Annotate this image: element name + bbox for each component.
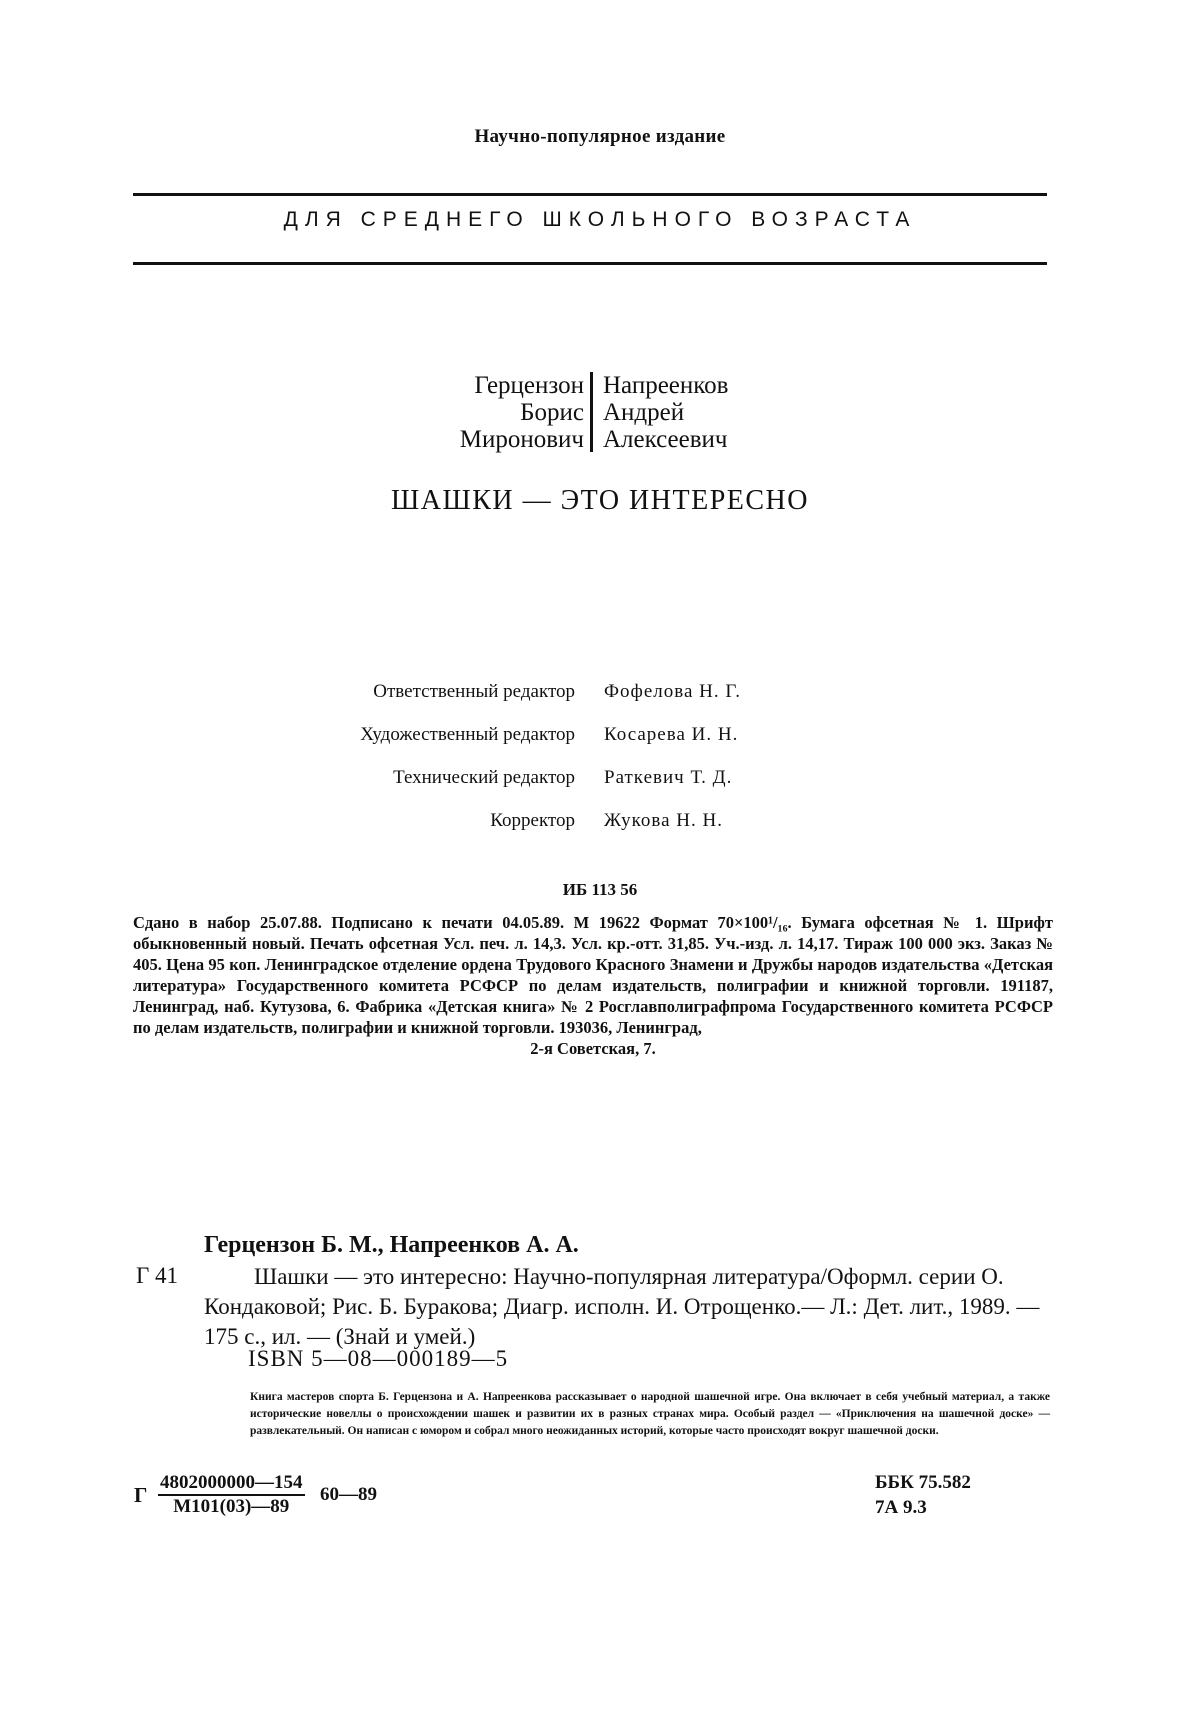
credit-role: Ответственный редактор <box>373 681 575 702</box>
edition-type: Научно-популярное издание <box>474 126 726 147</box>
credit-role: Технический редактор <box>393 767 575 788</box>
bib-description: Шашки — это интересно: Научно-популярная литература/Оформл. серии О. Кондаковой; Рис. Б. Буракова; Диагр. исполн. И. Отрощенко.— Л.: Дет. лит., 1989. — 175 с., ил. — (Знай и умей.) <box>204 1264 1040 1349</box>
credit-row <box>0 810 1200 850</box>
catalog-numerator: 4802000000—154 <box>158 1472 305 1496</box>
authors-block <box>0 372 1200 472</box>
bbk-block <box>875 1470 971 1520</box>
catalog-denominator: М101(03)—89 <box>173 1496 290 1517</box>
credit-row <box>0 724 1200 764</box>
bbk-line: 7А 9.3 <box>875 1497 927 1518</box>
author-first <box>460 372 584 453</box>
catalog-suffix: 60—89 <box>320 1484 377 1505</box>
ib-number: ИБ 113 56 <box>562 880 638 899</box>
credit-row <box>0 681 1200 721</box>
author-second-name: Андрей <box>603 399 685 426</box>
credit-role: Художественный редактор <box>360 724 575 745</box>
credit-role: Корректор <box>490 810 575 831</box>
series-band: ДЛЯ СРЕДНЕГО ШКОЛЬНОГО ВОЗРАСТА <box>283 208 917 231</box>
book-title: ШАШКИ — ЭТО ИНТЕРЕСНО <box>391 485 809 516</box>
author-second <box>603 372 728 453</box>
credit-name: Жукова Н. Н. <box>604 810 723 831</box>
author-first-name: Борис <box>520 399 584 426</box>
author-first-patronymic: Миронович <box>459 426 584 453</box>
bib-authors: Герцензон Б. М., Напреенков А. А. <box>204 1232 579 1258</box>
imprint-last-line: 2-я Советская, 7. <box>530 1039 656 1058</box>
author-divider <box>590 372 593 452</box>
credit-row <box>0 767 1200 807</box>
bib-code: Г 41 <box>136 1263 179 1288</box>
top-rule <box>133 193 1047 196</box>
credit-name: Косарева И. Н. <box>604 724 739 745</box>
catalog-fraction <box>158 1472 305 1518</box>
catalog-prefix: Г <box>134 1483 148 1507</box>
credit-name: Раткевич Т. Д. <box>604 767 733 788</box>
annotation: Книга мастеров спорта Б. Герцензона и А. Напреенкова рассказывает о народной шашечной игре. Она включает в себя учебный материал, а также исторические новеллы о происхождении шашек и развитии их в разных странах мира. Особый раздел — «Приключения на шашечной доске» — развлекательный. Он написан с юмором и собрал много неожиданных историй, которые часто происходят вокруг шашечной доски. <box>250 1391 1050 1437</box>
bbk-line: ББК 75.582 <box>875 1472 971 1493</box>
author-first-surname: Герцензон <box>474 372 584 399</box>
imprint-block <box>133 912 1053 1059</box>
isbn: ISBN 5—08—000189—5 <box>248 1346 509 1371</box>
author-second-surname: Напреенков <box>603 372 729 399</box>
bottom-rule <box>133 262 1047 265</box>
author-second-patronymic: Алексеевич <box>603 426 728 453</box>
credit-name: Фофелова Н. Г. <box>604 681 741 702</box>
imprint-text: Сдано в набор 25.07.88. Подписано к печати 04.05.89. М 19622 Формат 70×100¹/₁₆. Бумага офсетная № 1. Шрифт обыкновенный новый. Печать офсетная Усл. печ. л. 14,3. Усл. кр.-отт. 31,85. Уч.-изд. л. 14,17. Тираж 100 000 экз. Заказ № 405. Цена 95 коп. Ленинградское отделение ордена Трудового Красного Знамени и Дружбы народов издательства «Детская литература» Государственного комитета РСФСР по делам издательств, полиграфии и книжной торговли. 191187, Ленинград, наб. Кутузова, 6. Фабрика «Детская книга» № 2 Росглавполиграфпрома Государственного комитета РСФСР по делам издательств, полиграфии и книжной торговли. 193036, Ленинград, <box>133 913 1053 1037</box>
